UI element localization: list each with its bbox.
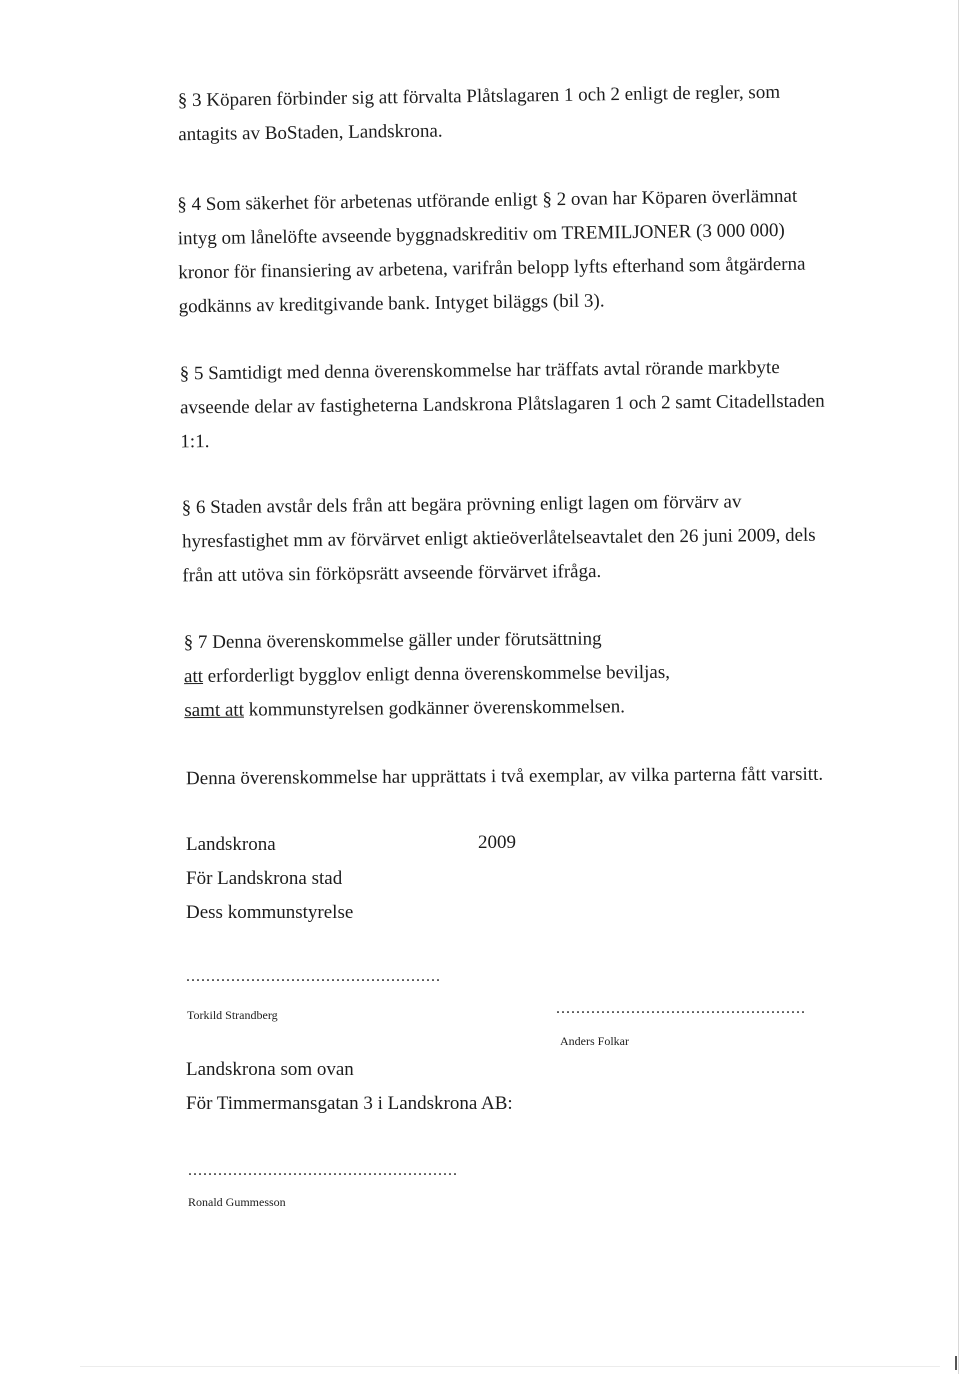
signature-line: ...................................................	[186, 968, 441, 985]
section-5-line: avseende delar av fastigheterna Landskrona Plåtslagaren 1 och 2 samt Citadellstaden	[179, 390, 825, 419]
signing-year: 2009	[478, 832, 516, 853]
closing-line: Denna överenskommelse har upprättats i två exemplar, av vilka parterna fått varsitt.	[185, 763, 824, 790]
section-5	[179, 351, 825, 460]
signer-3-name: Ronald Gummesson	[188, 1195, 286, 1209]
section-4-line: kronor för finansiering av arbetena, varifrån belopp lyfts efterhand som åtgärderna	[178, 253, 806, 284]
section-6	[181, 485, 816, 594]
party-1-organ: Dess kommunstyrelse	[186, 902, 354, 923]
section-6-line: hyresfastighet mm av förvärvet enligt aktieöverlåtelseavtalet den 26 juni 2009, dels	[181, 524, 816, 553]
section-4	[177, 180, 806, 325]
scan-edge-bottom	[80, 1366, 940, 1367]
scan-edge	[958, 0, 959, 1374]
section-4-line: godkänns av kreditgivande bank. Intyget biläggs (bil 3).	[178, 290, 605, 318]
section-3	[178, 76, 781, 152]
scan-mark	[955, 1356, 957, 1370]
section-3-line: § 3 Köparen förbinder sig att förvalta Plåtslagaren 1 och 2 enligt de regler, som	[177, 81, 781, 112]
section-7-line: § 7 Denna överenskommelse gäller under förutsättning	[183, 628, 602, 654]
signature-line: ..................................................	[556, 1000, 806, 1017]
section-7-line	[184, 656, 670, 694]
section-6-line: från att utöva sin förköpsrätt avseende förvärvet ifråga.	[182, 560, 602, 587]
section-7-line	[184, 690, 670, 728]
signing-block-1	[186, 828, 353, 930]
section-4-line: § 4 Som säkerhet för arbetenas utförande enligt § 2 ovan har Köparen överlämnat	[177, 185, 798, 216]
section-6-line: § 6 Staden avstår dels från att begära prövning enligt lagen om förvärv av	[181, 491, 742, 519]
signing-place-2: Landskrona som ovan	[186, 1059, 354, 1080]
closing-statement	[186, 758, 823, 796]
underlined-att: att	[183, 665, 204, 688]
section-3-line: antagits av BoStaden, Landskrona.	[178, 120, 443, 146]
section-7-text: erforderligt bygglov enligt denna överenskommelse beviljas,	[202, 661, 671, 687]
underlined-samt-att: samt att	[184, 699, 245, 722]
signature-line: ......................................................	[188, 1162, 458, 1179]
signer-2-name: Anders Folkar	[560, 1034, 629, 1048]
signer-1-name: Torkild Strandberg	[187, 1008, 278, 1022]
section-7-text: kommunstyrelsen godkänner överenskommelsen.	[243, 696, 626, 721]
signing-place: Landskrona	[186, 834, 276, 855]
section-7	[184, 622, 671, 728]
party-2-name: För Timmermansgatan 3 i Landskrona AB:	[186, 1093, 513, 1114]
signing-block-2	[186, 1053, 513, 1121]
section-5-line: § 5 Samtidigt med denna överenskommelse har träffats avtal rörande markbyte	[179, 357, 780, 385]
party-1-name: För Landskrona stad	[186, 868, 343, 889]
section-4-line: intyg om lånelöfte avseende byggnadskreditiv om TREMILJONER (3 000 000)	[177, 219, 785, 250]
section-5-line: 1:1.	[180, 431, 210, 453]
